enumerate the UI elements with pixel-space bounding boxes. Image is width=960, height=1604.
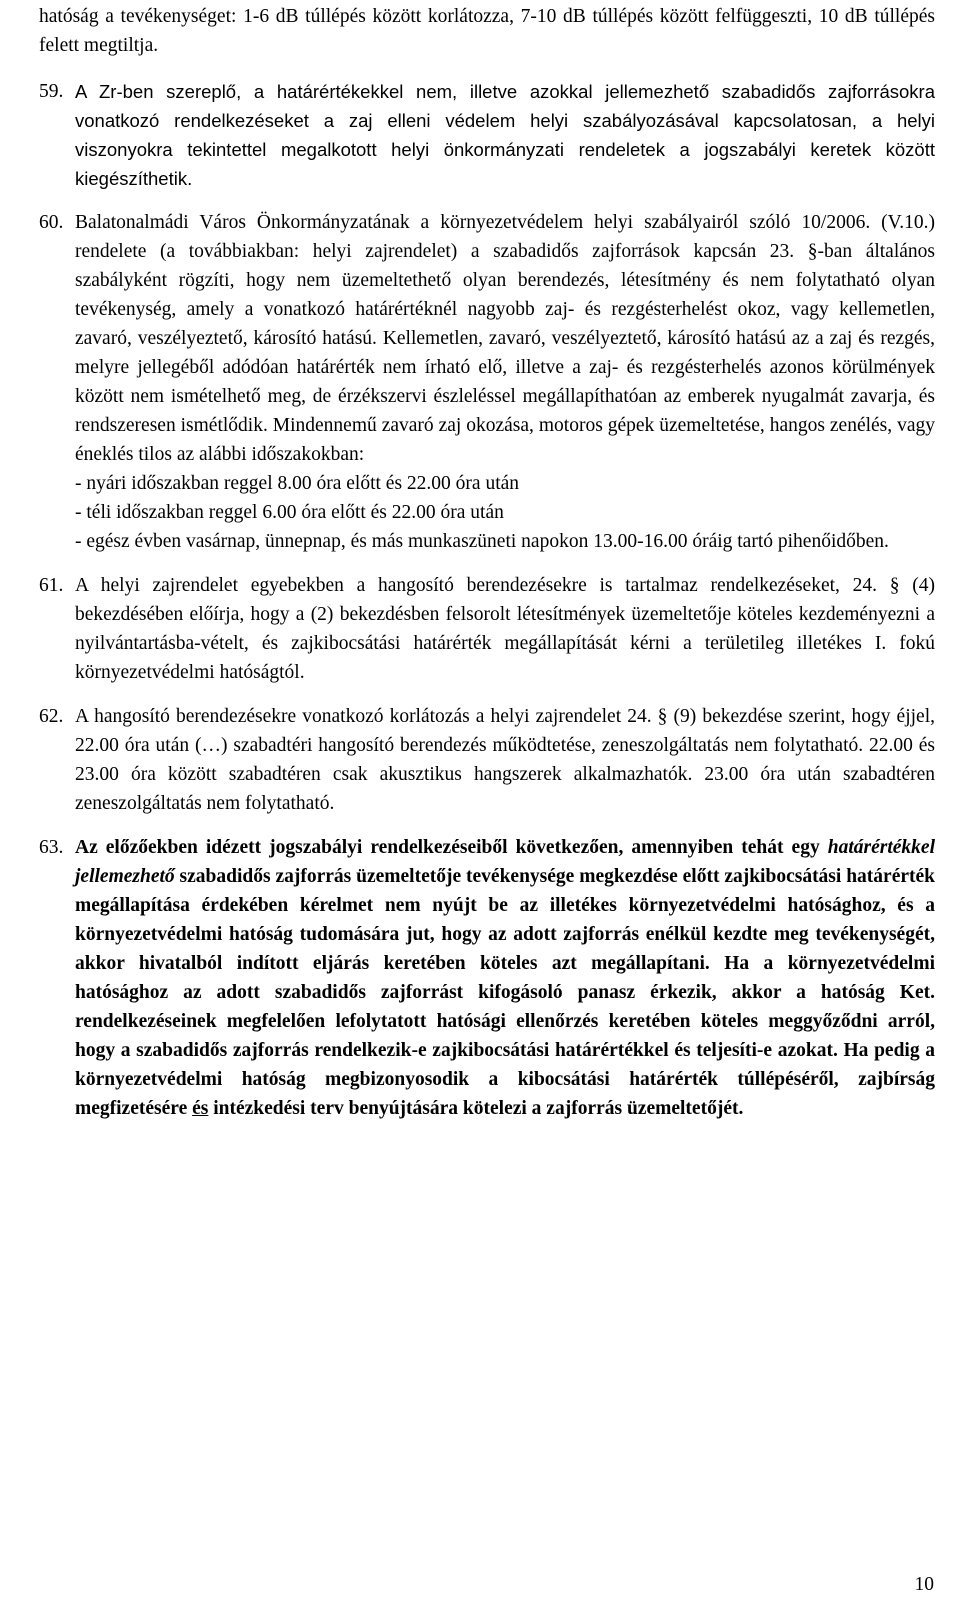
intro-paragraph: hatóság a tevékenységet: 1-6 dB túllépés között korlátozza, 7-10 dB túllépés között felfüggeszti, 10 dB túllépés felett megtiltja. xyxy=(39,6,935,56)
page-number: 10 xyxy=(914,1574,934,1595)
underlined-text-segment: és xyxy=(192,1098,209,1119)
paragraph-60 xyxy=(39,208,935,556)
italic-text-segment: határértékkel jellemezhető xyxy=(75,837,935,887)
document-page xyxy=(39,0,935,1123)
paragraph-number: 61. xyxy=(39,575,64,596)
paragraph-63 xyxy=(39,833,935,1123)
paragraph-text xyxy=(75,833,935,1123)
list-item: - téli időszakban reggel 6.00 óra előtt és 22.00 óra után xyxy=(75,502,504,523)
paragraph-text: Balatonalmádi Város Önkormányzatának a környezetvédelem helyi szabályairól szóló 10/2006. (V.10.) rendelete (a továbbiakban: helyi zajrendelet) a szabadidős zajforrások kapcsán 23. §-ban általános szabályként rögzíti, hogy nem üzemeltethető olyan berendezés, létesítmény és nem folytatható olyan tevékenység, amely a vonatkozó határértéknél nagyobb zaj- és rezgésterhelést okoz, vagy kellemetlen, zavaró, veszélyeztető, károsító hatású. Kellemetlen, zavaró, veszélyeztető, károsító hatású az a zaj és rezgés, melyre jellegéből adódóan határérték nem írható elő, illetve a zaj- és rezgésterhelés azonos körülmények között nem ismételhető meg, de érzékszervi észleléssel megállapíthatóan az emberek nyugalmát zavarja, és rendszeresen ismétlődik. Mindennemű zavaró zaj okozása, motoros gépek üzemeltetése, hangos zenélés, vagy éneklés tilos az alábbi időszakokban: xyxy=(75,212,935,465)
text-segment: intézkedési terv benyújtására kötelezi a zajforrás üzemeltetőjét. xyxy=(208,1098,744,1119)
paragraph-62 xyxy=(39,702,935,818)
paragraph-number: 63. xyxy=(39,837,64,858)
paragraph-body xyxy=(75,208,935,556)
paragraph-number: 62. xyxy=(39,706,64,727)
list-item: - egész évben vasárnap, ünnepnap, és más munkaszüneti napokon 13.00-16.00 óráig tartó pihenőidőben. xyxy=(75,531,889,552)
paragraph-number: 59. xyxy=(39,81,64,102)
paragraph-text: A helyi zajrendelet egyebekben a hangosító berendezésekre is tartalmaz rendelkezéseket, 24. § (4) bekezdésében előírja, hogy a (2) bekezdésben felsorolt létesítmények üzemeltetője köteles kezdeményezni a nyilvántartásba-vételt, és zajkibocsátási határérték megállapítását kérni a területileg illetékes I. fokú környezetvédelmi hatóságtól. xyxy=(75,575,935,683)
paragraph-59 xyxy=(39,77,935,193)
paragraph-text: A hangosító berendezésekre vonatkozó korlátozás a helyi zajrendelet 24. § (9) bekezdése szerint, hogy éjjel, 22.00 óra után (…) szabadtéri hangosító berendezés működtetése, zeneszolgáltatás nem folytatható. 22.00 és 23.00 óra között szabadtéren csak akusztikus hangszerek alkalmazhatók. 23.00 óra után szabadtéren zeneszolgáltatás nem folytatható. xyxy=(75,706,935,814)
text-segment: Az előzőekben idézett jogszabályi rendelkezéseiből következően, amennyiben tehát egy xyxy=(75,837,828,858)
text-segment: szabadidős zajforrás üzemeltetője tevékenysége megkezdése előtt zajkibocsátási határérték megállapítása érdekében kérelmet nem nyújt be az illetékes környezetvédelmi hatósághoz, és a környezetvédelmi hatóság tudomására jut, hogy az adott zajforrás enélkül kezdte meg tevékenységét, akkor hivatalból indított eljárás keretében köteles azt megállapítani. Ha a környezetvédelmi hatósághoz az adott szabadidős zajforrást kifogásoló panasz érkezik, akkor a hatóság Ket. rendelkezéseinek megfelelően lefolytatott hatósági ellenőrzés keretében köteles meggyőződni arról, hogy a szabadidős zajforrás rendelkezik-e zajkibocsátási határértékkel és teljesíti-e azokat. Ha pedig a környezetvédelmi hatóság megbizonyosodik a kibocsátási határérték túllépéséről, zajbírság megfizetésére xyxy=(75,866,935,1119)
list-item: - nyári időszakban reggel 8.00 óra előtt és 22.00 óra után xyxy=(75,473,520,494)
paragraph-text: A Zr-ben szereplő, a határértékekkel nem, illetve azokkal jellemezhető szabadidős zajforrásokra vonatkozó rendelkezéseket a zaj elleni védelem helyi szabályozásával kapcsolatosan, a helyi viszonyokra tekintettel megalkotott helyi önkormányzati rendeletek a jogszabályi keretek között kiegészíthetik. xyxy=(75,81,935,189)
paragraph-number: 60. xyxy=(39,212,64,233)
paragraph-61 xyxy=(39,571,935,687)
